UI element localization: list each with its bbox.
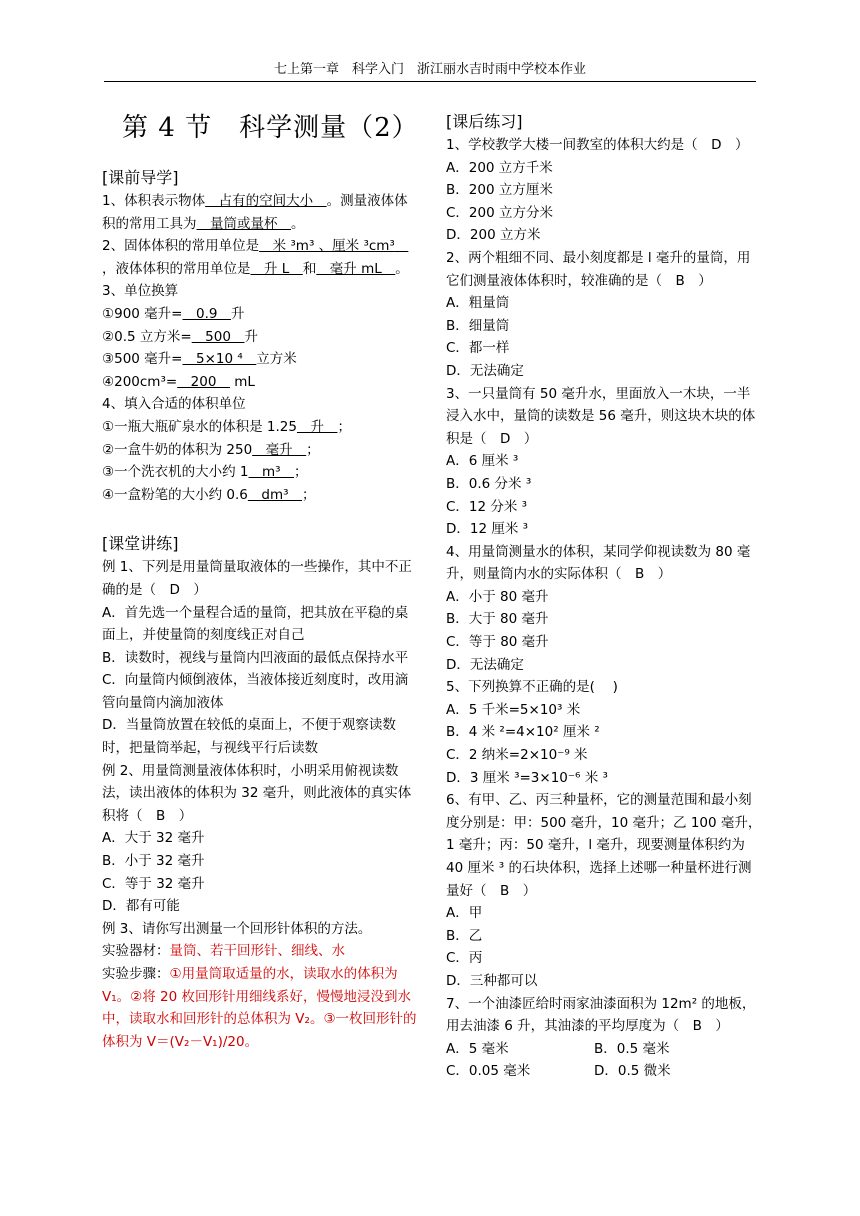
right-column xyxy=(446,104,762,1083)
post-line: D．200 立方米 xyxy=(446,227,541,244)
example-1-option-b: B．读数时，视线与量筒内凹液面的最低点保持水平 xyxy=(102,649,409,666)
post-line: 7、一个油漆匠给时雨家油漆面积为 12m² 的地板，用去油漆 6 升，其油漆的平均厚度为（ B ） xyxy=(446,995,756,1035)
q7-option-a: A．5 毫米 xyxy=(446,1040,509,1057)
page-title: 第 4 节 科学测量（2） xyxy=(122,113,419,143)
conversion-3: ③500 毫升= 5×10 ⁴ 立方米 xyxy=(102,351,297,368)
q7-option-d: D．0.5 微米 xyxy=(594,1063,671,1080)
pre-q3: 3、单位换算 xyxy=(102,283,179,300)
q7-options-row-2 xyxy=(446,1060,762,1083)
post-line: B．大于 80 毫升 xyxy=(446,611,549,628)
q7-option-b: B．0.5 毫米 xyxy=(594,1040,670,1057)
example-2-option-b: B．小于 32 毫升 xyxy=(102,853,205,870)
pre-heading: [课前导学] xyxy=(102,168,179,187)
fill-2: ②一盒牛奶的体积为 250 毫升 ； xyxy=(102,441,320,458)
post-line: D．无法确定 xyxy=(446,656,524,673)
left-column xyxy=(102,108,420,1053)
post-line: C．2 纳米=2×10⁻⁹ 米 xyxy=(446,747,588,764)
post-line: B．细量筒 xyxy=(446,317,510,334)
post-line: B．200 立方厘米 xyxy=(446,182,553,199)
pre-q2: 2、固体体积的常用单位是 米 ³m³ 、厘米 ³cm³ ，液体体积的常用单位是 升 L 和 毫升 mL 。 xyxy=(102,238,409,277)
example-1-option-c: C．向量筒内倾倒液体，当液体接近刻度时，改用滴管向量筒内滴加液体 xyxy=(102,672,409,711)
page-header: 七上第一章 科学入门 浙江丽水吉时雨中学校本作业 xyxy=(104,58,756,82)
post-line: 5、下列换算不正确的是( ) xyxy=(446,679,618,696)
steps: 实验步骤：①用量筒取适量的水，读取水的体积为 V₁。②将 20 枚回形针用细线系好，慢慢地浸没到水中，读取水和回形针的总体积为 V₂。③一枚回形针的体积为 V＝(V₂－V₁)/20。 xyxy=(102,966,417,1050)
pre-q4: 4、填入合适的体积单位 xyxy=(102,396,246,413)
example-3: 例 3、请你写出测量一个回形针体积的方法。 xyxy=(102,920,372,937)
example-1: 例 1、下列是用量筒量取液体的一些操作，其中不正确的是（ D ） xyxy=(102,559,412,598)
post-line: D．无法确定 xyxy=(446,362,524,379)
class-heading: [课堂讲练] xyxy=(102,534,179,554)
post-line: 1、学校教学大楼一间教室的体积大约是（ D ） xyxy=(446,137,749,153)
post-line: 3、一只量筒有 50 毫升水，里面放入一木块，一半浸入水中，量筒的读数是 56 毫升，则这块木块的体积是（ D ） xyxy=(446,385,756,447)
post-line: B．0.6 分米 ³ xyxy=(446,475,532,492)
example-2: 例 2、用量筒测量液体体积时，小明采用俯视读数法，读出液体的体积为 32 毫升，则此液体的真实体积将（ B ） xyxy=(102,762,412,824)
conversion-1: ①900 毫升= 0.9 升 xyxy=(102,305,245,322)
post-line: C．丙 xyxy=(446,950,483,967)
fill-3: ③一个洗衣机的大小约 1 m³ ； xyxy=(102,464,308,481)
post-line: C．12 分米 ³ xyxy=(446,498,528,515)
post-line: A．5 千米=5×10³ 米 xyxy=(446,701,581,718)
post-line: A．甲 xyxy=(446,905,483,922)
post-line: A．200 立方千米 xyxy=(446,159,553,176)
post-line: A．小于 80 毫升 xyxy=(446,588,549,605)
example-2-option-d: D．都有可能 xyxy=(102,898,180,915)
q7-option-c: C．0.05 毫米 xyxy=(446,1063,531,1080)
q7-options-row-1 xyxy=(446,1038,762,1061)
pre-q1: 1、体积表示物体 占有的空间大小 。测量液体体积的常用工具为 量筒或量杯 。 xyxy=(102,193,408,232)
example-1-option-d: D．当量筒放置在较低的桌面上，不便于观察读数时，把量筒举起，与视线平行后读数 xyxy=(102,717,396,757)
post-line: A．粗量筒 xyxy=(446,295,510,312)
conversion-4: ④200cm³= 200 mL xyxy=(102,373,255,390)
post-line: A．6 厘米 ³ xyxy=(446,453,519,470)
post-line: D．3 厘米 ³=3×10⁻⁶ 米 ³ xyxy=(446,769,608,786)
example-1-option-a: A．首先选一个量程合适的量筒，把其放在平稳的桌面上，并使量筒的刻度线正对自己 xyxy=(102,604,409,644)
post-line: 2、两个粗细不同、最小刻度都是 l 毫升的量筒，用它们测量液体体积时，较准确的是（ B ） xyxy=(446,249,751,289)
materials: 实验器材：量筒、若干回形针、细线、水 xyxy=(102,943,345,960)
fill-4: ④一盒粉笔的大小约 0.6 dm³ ； xyxy=(102,486,316,503)
post-heading: [课后练习] xyxy=(446,112,523,131)
post-line: 6、有甲、乙、丙三种量杯，它的测量范围和最小刻度分别是：甲：500 毫升，10 毫升；乙 100 毫升，1 毫升；丙：50 毫升，l 毫升，现要测量体积约为 40 厘米 ³ 的石块体积，选择上述哪一种量杯进行测量好（ B ） xyxy=(446,792,762,899)
example-2-option-c: C．等于 32 毫升 xyxy=(102,875,205,892)
post-line: D．三种都可以 xyxy=(446,972,538,989)
fill-1: ①一瓶大瓶矿泉水的体积是 1.25 升 ； xyxy=(102,418,351,435)
post-line: D．12 厘米 ³ xyxy=(446,521,529,538)
post-line: C．等于 80 毫升 xyxy=(446,634,549,651)
post-line: B．乙 xyxy=(446,927,483,944)
post-exercise-list xyxy=(446,134,762,1038)
conversion-2: ②0.5 立方米= 500 升 xyxy=(102,328,258,345)
post-line: B．4 米 ²=4×10² 厘米 ² xyxy=(446,724,600,741)
example-2-option-a: A．大于 32 毫升 xyxy=(102,830,205,847)
post-line: 4、用量筒测量水的体积，某同学仰视读数为 80 毫升，则量筒内水的实际体积（ B ） xyxy=(446,543,751,583)
post-line: C．200 立方分米 xyxy=(446,204,553,221)
post-line: C．都一样 xyxy=(446,340,510,357)
